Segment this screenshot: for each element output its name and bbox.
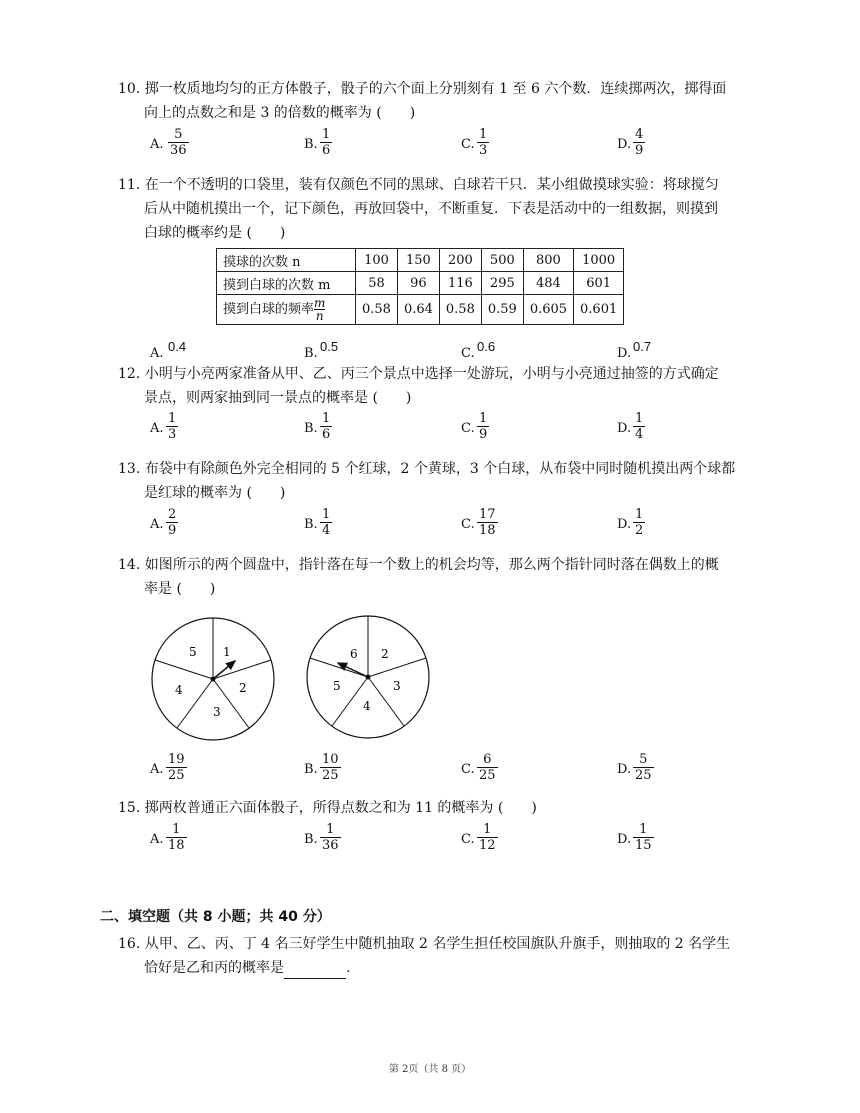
sector-label: 4 [175,683,183,697]
pointer-arrow-icon [338,663,368,677]
fraction: $\frac{1}{6}$ [322,127,331,158]
answer-blank[interactable] [284,964,346,979]
spinner-figure [145,608,445,748]
fraction: $\frac{1}{2}$ [635,507,644,538]
q16-line1: 16. 从甲、乙、丙、丁 4 名三好学生中随机抽取 2 名学生担任校国旗队升旗手，则抽取的 2 名学生 [118,936,731,952]
sector-label: 3 [213,705,221,719]
fraction: $\frac{2}{9}$ [168,507,177,538]
q11-line2: 后从中随机摸出一个，记下颜色，再放回袋中，不断重复．下表是活动中的一组数据，则摸到 [144,201,718,217]
page-footer: 第 2页（共 8 页） [388,1064,472,1075]
sector-label: 1 [223,645,231,659]
table-cell: 200 [439,249,481,272]
table-cell: 150 [397,249,439,272]
fraction: $\frac{1}{12}$ [479,822,496,853]
fraction: $\frac{5}{36}$ [170,127,187,158]
fraction: $\frac{1}{6}$ [322,411,331,442]
table-header-cell: 摸到白球的频率 $\frac{m}{n}$ [217,295,356,325]
table-cell: 601 [574,272,624,295]
table-cell: 0.605 [523,295,573,325]
table-cell: 0.64 [397,295,439,325]
table-header-cell: 摸到白球的次数 m [217,272,356,295]
q15-line1: 15. 掷两枚普通正六面体骰子，所得点数之和为 11 的概率为 ( ) [118,800,537,816]
fraction: $\frac{4}{9}$ [635,127,644,158]
q10-line2: 向上的点数之和是 3 的倍数的概率为 ( ) [144,105,416,121]
q13-line1: 13. 布袋中有除颜色外完全相同的 5 个红球，2 个黄球，3 个白球，从布袋中同时随机摸出两个球都 [118,461,736,477]
table-cell: 484 [523,272,573,295]
table-cell: 100 [356,249,398,272]
sector-label: 4 [363,699,371,713]
exam-page: 10. 掷一枚质地均匀的正方体骰子，骰子的六个面上分别刻有 1 至 6 六个数．连续掷两次，掷得面 向上的点数之和是 3 的倍数的概率为 ( ) A. $\frac{5}{36}$ B. $\frac{1}{6}$ C. $\frac{1}{3}$ D. $\frac{4}{9}$ 11. 在一个不透明的口袋里，装有仅颜色不同的黑球、白球若干只．某小组做摸球实验：将球搅匀 后从中随机摸出一个，记下颜色，再放回袋中，不断重复．下表是活动中的一组数据，则摸到 白球的概率约是 ( ) 摸球的次数 n 100 150 200 500 800 1000 摸到白球的次数 m 58 96 116 295 484 601 摸到白球的频率 $\frac{m}{n}$ 0.58 0.64 0.58 0.59 0.605 0.601 A. 0.4 B. 0.5 C. 0.6 D. 0.7 12. 小明与小亮两家准备从甲、乙、丙三个景点中选择一处游玩，小明与小亮通过抽签的方式确定 景点，则两家抽到同一景点的概率是 ( ) A. $\frac{1}{3}$ B. $\frac{1}{6}$ C. $\frac{1}{9}$ D. $\frac{1}{4}$ 13. 布袋中有除颜色外完全相同的 5 个红球，2 个黄球，3 个白球，从布袋中同时随机摸出两个球都 是红球的概率为 ( ) A. $\frac{2}{9}$ B. $\frac{1}{4}$ C. $\frac{17}{18}$ D. $\frac{1}{2}$ 14. 如图所示的两个圆盘中，指针落在每一个数上的机会均等，那么两个指针同时落在偶数上的概 率是 ( ) 1 2 3 4 5 2 3 4 5 6 A. $\frac{19}{25}$ B. $\frac{10}{25}$ C. $\frac{6}{25}$ D. $\frac{5}{25}$ 15. 掷两枚普通正六面体骰子，所得点数之和为 11 的概率为 ( ) A. $\frac{1}{18}$ B. $\frac{1}{36}$ C. $\frac{1}{12}$ D. $\frac{1}{15}$ 二、填空题（共 8 小题；共 40 分） 16. 从甲、乙、丙、丁 4 名三好学生中随机抽取 2 名学生担任校国旗队升旗手，则抽取的 2 名学生 恰好是乙和丙的概率是 . 第 2页（共 8 页） [0,0,860,1113]
fraction: $\frac{1}{4}$ [322,507,331,538]
sector-label: 2 [381,647,389,661]
sector-label: 2 [239,681,247,695]
table-cell: 0.59 [481,295,523,325]
table-header-cell: 摸球的次数 n [217,249,356,272]
fraction: $\frac{6}{25}$ [479,752,496,783]
fraction: $\frac{1}{9}$ [479,411,488,442]
q12-line1: 12. 小明与小亮两家准备从甲、乙、丙三个景点中选择一处游玩，小明与小亮通过抽签的方式确定 [118,366,719,382]
sector-label: 5 [189,645,197,659]
q12-line2: 景点，则两家抽到同一景点的概率是 ( ) [144,390,412,406]
q11-line3: 白球的概率约是 ( ) [144,225,286,241]
sector-label: 6 [350,647,358,661]
q16-line2: 恰好是乙和丙的概率是 . [144,957,350,979]
fraction: $\frac{19}{25}$ [168,752,185,783]
fraction: $\frac{1}{36}$ [322,822,339,853]
table-cell: 0.601 [574,295,624,325]
q14-line2: 率是 ( ) [144,581,216,597]
q13-line2: 是红球的概率为 ( ) [144,485,286,501]
spinner-disk-1 [152,618,274,740]
table-cell: 96 [397,272,439,295]
fraction: $\frac{1}{18}$ [168,822,185,853]
fraction: $\frac{17}{18}$ [479,507,496,538]
fraction: $\frac{1}{3}$ [479,127,488,158]
table-cell: 0.58 [356,295,398,325]
q10-line1: 10. 掷一枚质地均匀的正方体骰子，骰子的六个面上分别刻有 1 至 6 六个数．连续掷两次，掷得面 [118,81,727,97]
sector-label: 3 [393,679,401,693]
pointer-arrow-icon [213,661,235,679]
table-row [217,272,624,295]
table-cell: 800 [523,249,573,272]
fraction: $\frac{m}{n}$ [314,296,326,323]
fraction: $\frac{1}{15}$ [635,822,652,853]
fraction: $\frac{10}{25}$ [322,752,339,783]
table-cell: 295 [481,272,523,295]
sector-label: 5 [333,679,341,693]
fraction: $\frac{5}{25}$ [635,752,652,783]
q11-line1: 11. 在一个不透明的口袋里，装有仅颜色不同的黑球、白球若干只．某小组做摸球实验：将球搅匀 [118,177,719,193]
table-cell: 58 [356,272,398,295]
q11-data-table [216,248,624,325]
table-cell: 116 [439,272,481,295]
table-row [217,295,624,325]
table-row [217,249,624,272]
section-heading: 二、填空题（共 8 小题；共 40 分） [100,909,331,925]
table-cell: 0.58 [439,295,481,325]
spinner-disk-2 [307,616,429,738]
fraction: $\frac{1}{4}$ [635,411,644,442]
table-cell: 500 [481,249,523,272]
fraction: $\frac{1}{3}$ [168,411,177,442]
table-cell: 1000 [574,249,624,272]
q14-line1: 14. 如图所示的两个圆盘中，指针落在每一个数上的机会均等，那么两个指针同时落在偶数上的概 [118,557,719,573]
